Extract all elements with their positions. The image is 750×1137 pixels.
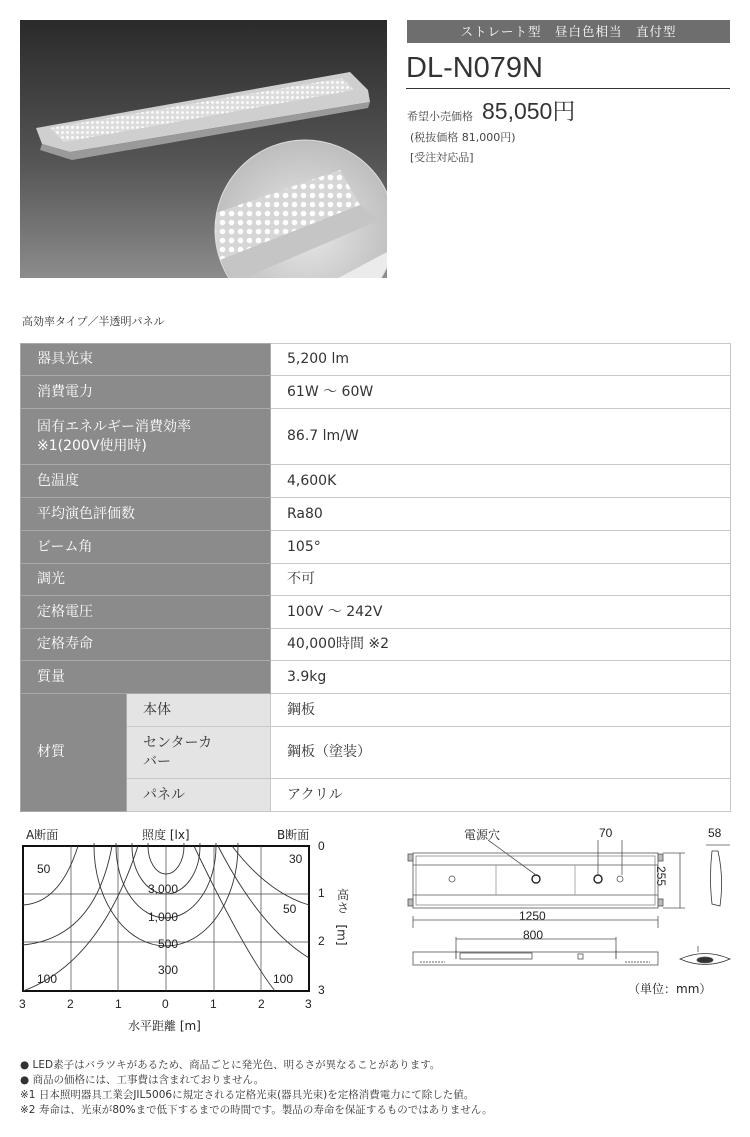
x-tick: 3 [19,997,26,1011]
dimension-800: 800 [523,928,544,942]
material-value: 鋼板 [271,694,731,727]
note-item: ● LED素子はバラツキがあるため、商品ごとに発光色、明るさが異なることがあります。 [20,1059,441,1071]
material-part: 本体 [127,694,271,727]
material-value: アクリル [271,779,731,812]
spec-value: 3.9kg [271,661,731,694]
height-axis-label: 高さ [337,888,350,915]
material-part-line2: バー [143,753,171,770]
contour-label: 50 [283,902,297,916]
spec-value: 61W 〜 60W [271,376,731,409]
spec-value: 105° [271,531,731,564]
contour-label: 300 [158,963,179,977]
illuminance-unit-label: 照度 [lx] [142,828,190,842]
product-photo [20,20,387,278]
spec-label: 調光 [21,564,271,596]
spec-label: ビーム角 [21,531,271,564]
spec-label-line2: ※1(200V使用時) [37,437,147,454]
spec-label: 色温度 [21,465,271,498]
material-value: 鋼板（塗装） [271,727,731,779]
notes [20,1058,492,1118]
material-row [21,694,731,727]
spec-label-line1: 固有エネルギー消費効率 [37,418,191,435]
contour-label: 30 [289,852,303,866]
contour-label: 500 [158,937,179,951]
spec-value: 不可 [271,564,731,596]
note-item: ※2 寿命は、光束が80%まで低下するまでの時間です。製品の寿命を保証するものではありません。 [20,1104,493,1116]
x-tick: 0 [162,997,169,1011]
spec-label: 器具光束 [21,344,271,376]
y-tick: 1 [318,886,325,900]
spec-label: 定格電圧 [21,596,271,629]
section-a-label: A断面 [26,828,59,842]
material-part: パネル [127,779,271,812]
x-tick: 1 [115,997,122,1011]
contour-label: 100 [37,972,58,986]
material-part-line1: センターカ [143,734,213,751]
spec-row [21,531,731,564]
spec-value: 86.7 lm/W [271,409,731,465]
spec-row [21,376,731,409]
spec-row [21,629,731,661]
contour-label: 3,000 [148,882,179,896]
spec-row [21,596,731,629]
spec-label: 定格寿命 [21,629,271,661]
spec-value: 100V 〜 242V [271,596,731,629]
x-tick: 1 [210,997,217,1011]
spec-value: 40,000時間 ※2 [271,629,731,661]
price-value: 85,050円 [482,98,576,124]
dimension-255: 255 [654,866,668,887]
spec-row [21,409,731,465]
spec-row [21,564,731,596]
x-axis-label: 水平距離 [m] [128,1019,201,1033]
x-tick: 3 [305,997,312,1011]
spec-row [21,344,731,376]
spec-row [21,498,731,531]
x-tick: 2 [258,997,265,1011]
material-row [21,779,731,812]
type-label-bar: ストレート型 昼白色相当 直付型 [407,20,730,43]
spec-label: 平均演色評価数 [21,498,271,531]
unit-label: （単位：mm） [628,982,712,996]
model-underline [406,88,730,89]
order-note: [受注対応品] [410,151,474,164]
tax-excluded-price: (税抜価格 81,000円) [410,131,516,144]
dimension-70: 70 [599,826,613,840]
spec-table [20,343,731,812]
product-caption: 高効率タイプ／半透明パネル [22,315,165,328]
socket-label: 電源穴 [464,828,501,842]
spec-row [21,661,731,694]
x-tick: 2 [67,997,74,1011]
height-axis-unit: [m] [334,924,349,946]
dimension-1250: 1250 [519,909,546,923]
dimension-drawing [400,838,735,978]
note-item: ※1 日本照明器具工業会JIL5006に規定される定格光束(器具光束)を定格消費電力にて除した値。 [20,1089,475,1101]
section-b-label: B断面 [277,828,310,842]
material-part [127,727,271,779]
spec-label [21,409,271,465]
contour-label: 100 [273,972,294,986]
note-item: ● 商品の価格には、工事費は含まれておりません。 [20,1074,265,1086]
material-row [21,727,731,779]
spec-row [21,465,731,498]
spec-value: Ra80 [271,498,731,531]
y-tick: 0 [318,839,325,853]
spec-label: 消費電力 [21,376,271,409]
model-number: DL-N079N [406,52,543,84]
dimension-58: 58 [708,826,722,840]
price-label: 希望小売価格 [407,110,473,123]
y-tick: 2 [318,934,325,948]
material-label: 材質 [21,694,127,812]
spec-value: 4,600K [271,465,731,498]
y-tick: 3 [318,983,325,997]
contour-label: 1,000 [148,910,179,924]
spec-value: 5,200 lm [271,344,731,376]
spec-label: 質量 [21,661,271,694]
contour-label: 50 [37,862,51,876]
